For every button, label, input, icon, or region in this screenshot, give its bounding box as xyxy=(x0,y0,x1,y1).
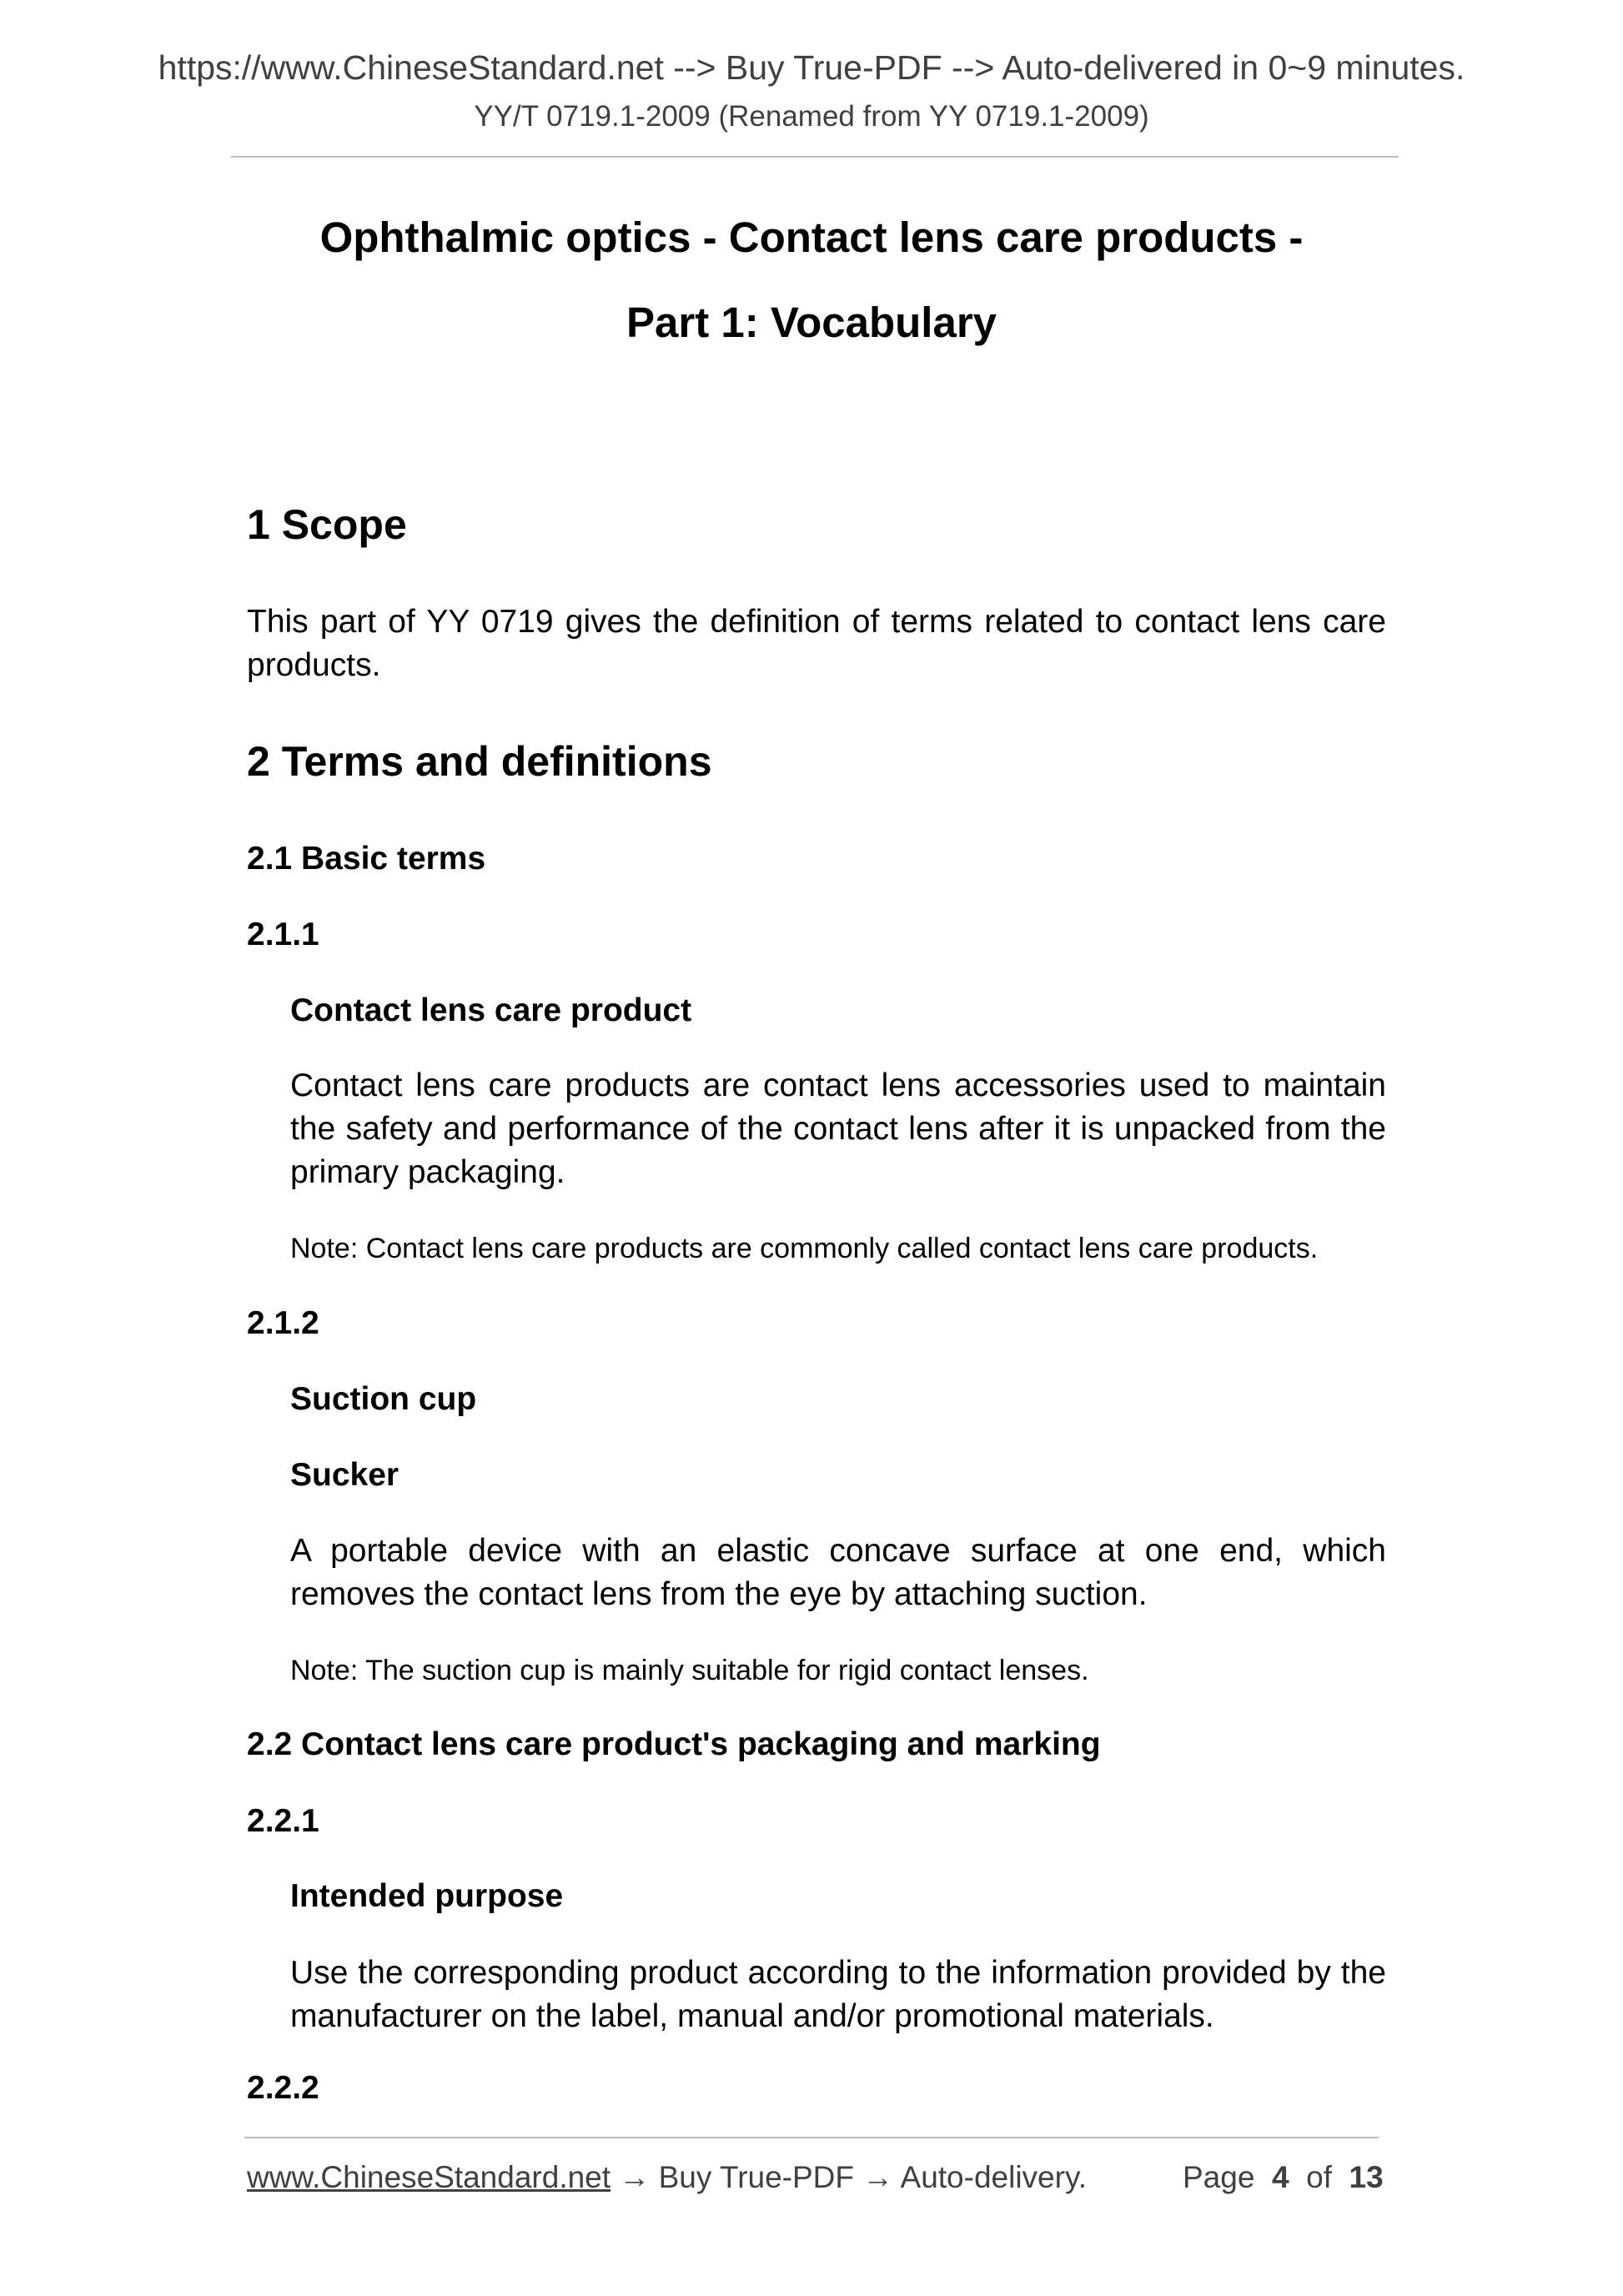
footer-tagline: → Buy True-PDF → Auto-delivery. xyxy=(611,2160,1087,2194)
note-2-1-2: Note: The suction cup is mainly suitable for rigid contact lenses. xyxy=(290,1655,1089,1686)
footer-divider xyxy=(244,2137,1379,2138)
header-url-line: https://www.ChineseStandard.net --> Buy True-PDF --> Auto-delivered in 0~9 minutes. xyxy=(158,48,1465,87)
definition-2-1-2: A portable device with an elastic concave surface at one end, which removes the contact lens from the eye by attaching suction. xyxy=(290,1533,1386,1612)
page-total: 13 xyxy=(1349,2160,1384,2194)
header-standard-line: YY/T 0719.1-2009 (Renamed from YY 0719.1-2009) xyxy=(474,100,1149,133)
term-suction-cup: Suction cup xyxy=(290,1381,477,1417)
section-heading-terms: 2 Terms and definitions xyxy=(247,738,712,785)
page-indicator xyxy=(1183,2160,1384,2195)
footer-left xyxy=(247,2160,1087,2195)
page-of: of xyxy=(1306,2160,1332,2194)
term-intended-purpose: Intended purpose xyxy=(290,1878,564,1914)
document-title-line2: Part 1: Vocabulary xyxy=(626,299,997,346)
section-heading-scope: 1 Scope xyxy=(247,501,407,548)
term-number-2-2-1: 2.2.1 xyxy=(247,1803,319,1839)
page-word: Page xyxy=(1183,2160,1255,2194)
term-number-2-2-2: 2.2.2 xyxy=(247,2070,319,2106)
note-2-1-1: Note: Contact lens care products are commonly called contact lens care products. xyxy=(290,1233,1319,1264)
document-title-line1: Ophthalmic optics - Contact lens care products - xyxy=(319,214,1304,261)
term-number-2-1-2: 2.1.2 xyxy=(247,1305,319,1341)
term-sucker: Sucker xyxy=(290,1457,399,1493)
term-number-2-1-1: 2.1.1 xyxy=(247,917,319,952)
page-current: 4 xyxy=(1271,2160,1289,2194)
definition-2-1-1: Contact lens care products are contact lens accessories used to maintain the safety and performance of the contact lens after it is unpacked from the primary packaging. xyxy=(290,1068,1386,1190)
header-divider xyxy=(231,156,1399,158)
scope-paragraph: This part of YY 0719 gives the definition of terms related to contact lens care products. xyxy=(247,604,1386,683)
term-contact-lens-care-product: Contact lens care product xyxy=(290,992,692,1028)
subsection-heading-packaging: 2.2 Contact lens care product's packaging and marking xyxy=(247,1726,1101,1762)
definition-2-2-1: Use the corresponding product according to the information provided by the manufacturer on the label, manual and/or promotional materials. xyxy=(290,1955,1386,2034)
subsection-heading-basic-terms: 2.1 Basic terms xyxy=(247,841,486,877)
footer-site-link[interactable]: www.ChineseStandard.net xyxy=(247,2160,611,2194)
